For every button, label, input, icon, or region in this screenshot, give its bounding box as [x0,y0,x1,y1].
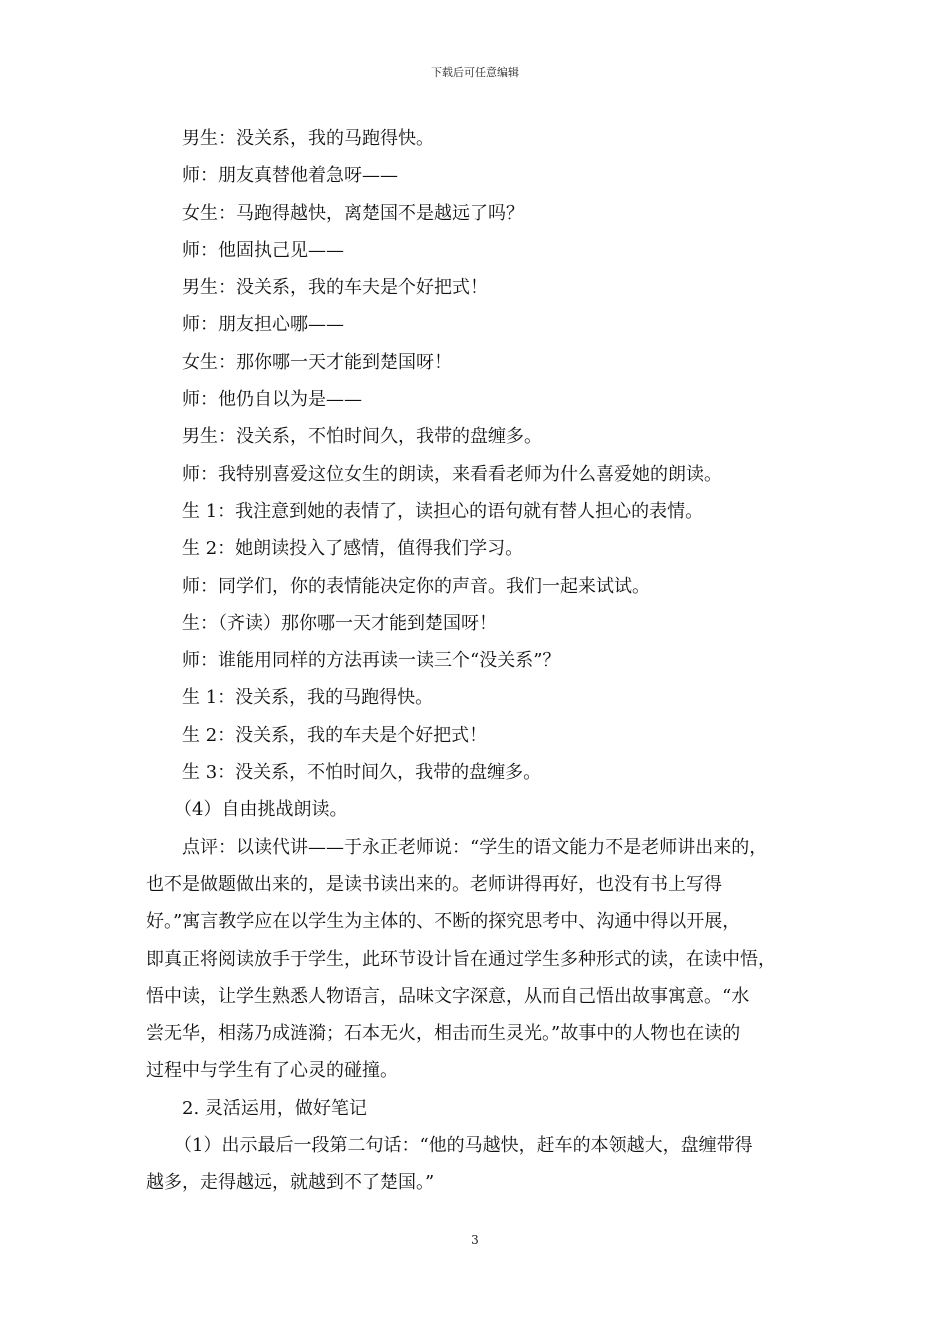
dialogue-line: 师：他仍自以为是—— [182,389,362,411]
dialogue-block [146,124,806,795]
document-body [146,124,806,1206]
dialogue-line: 生 1：我注意到她的表情了，读担心的语句就有替人担心的表情。 [182,500,704,522]
step-4-heading: （4）自由挑战朗读。 [174,799,348,821]
dialogue-line: 生 2：没关系，我的车夫是个好把式！ [182,724,488,746]
dialogue-line: 生 1：没关系，我的马跑得快。 [182,687,434,709]
dialogue-line: 男生：没关系，我的车夫是个好把式！ [182,277,488,299]
step-1-line: （1）出示最后一段第二句话：“他的马越快，赶车的本领越大，盘缠带得 [174,1135,753,1157]
dialogue-line: 男生：没关系，我的马跑得快。 [182,128,434,149]
dialogue-line: 师：同学们，你的表情能决定你的声音。我们一起来试试。 [182,575,650,597]
dialogue-line: 师：他固执己见—— [182,239,344,261]
dialogue-line: 师：朋友真替他着急呀—— [182,165,398,187]
dialogue-line: 女生：马跑得越快，离楚国不是越远了吗？ [182,202,524,224]
comment-line: 好。”寓言教学应在以学生为主体的、不断的探究思考中、沟通中得以开展， [146,911,741,933]
comment-line: 过程中与学生有了心灵的碰撞。 [146,1060,398,1082]
dialogue-line: 女生：那你哪一天才能到楚国呀！ [182,351,452,373]
dialogue-line: 师：朋友担心哪—— [182,314,344,336]
comment-line: 悟中读，让学生熟悉人物语言，品味文字深意，从而自己悟出故事寓意。“水 [146,985,750,1007]
dialogue-line: 生：（齐读）那你哪一天才能到楚国呀！ [182,612,497,634]
dialogue-line: 师：我特别喜爱这位女生的朗读，来看看老师为什么喜爱她的朗读。 [182,463,722,485]
dialogue-line: 生 3：没关系，不怕时间久，我带的盘缠多。 [182,762,542,784]
comment-line: 也不是做题做出来的，是读书读出来的。老师讲得再好，也没有书上写得 [146,873,722,895]
dialogue-line: 生 2：她朗读投入了感情，值得我们学习。 [182,538,524,560]
page-number: 3 [471,1233,479,1247]
step-1-line: 越多，走得越远，就越到不了楚国。” [146,1172,435,1194]
comment-paragraph [146,833,806,1094]
dialogue-line: 男生：没关系，不怕时间久，我带的盘缠多。 [182,426,542,448]
section-2-heading: 2. 灵活运用，做好笔记 [182,1097,367,1119]
dialogue-line: 师：谁能用同样的方法再读一读三个“没关系”？ [182,650,561,672]
page-header: 下载后可任意编辑 [431,66,519,79]
comment-line: 尝无华，相荡乃成涟漪；石本无火，相击而生灵光。”故事中的人物也在读的 [146,1023,741,1045]
comment-line: 点评：以读代讲——于永正老师说：“学生的语文能力不是老师讲出来的， [182,836,768,858]
comment-line: 即真正将阅读放手于学生，此环节设计旨在通过学生多种形式的读，在读中悟， [146,948,776,970]
step-1-paragraph [146,1131,806,1206]
